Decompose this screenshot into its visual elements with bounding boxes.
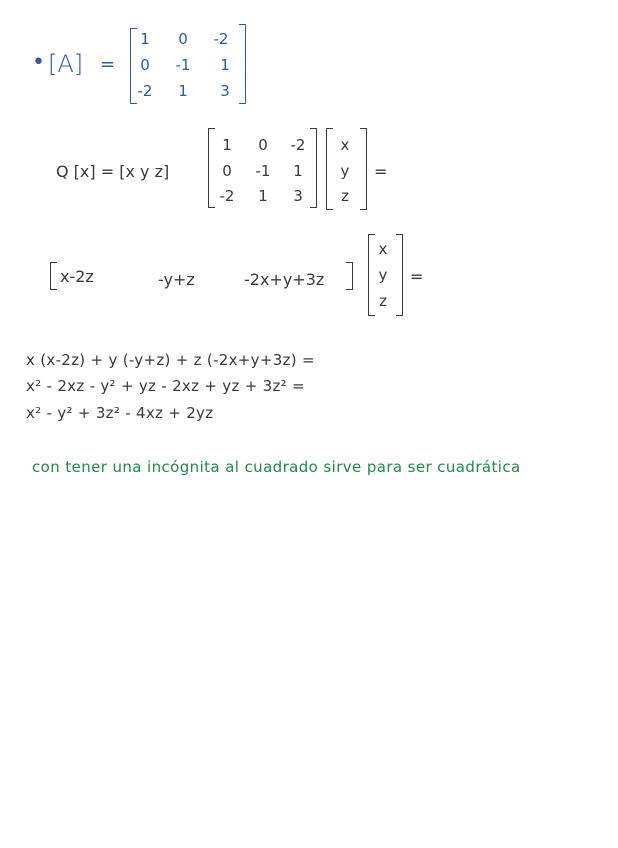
expansion-line-2: x² - 2xz - y² + yz - 2xz + yz + 3z² = <box>26 377 305 395</box>
matrix-cell: -1 <box>175 56 191 74</box>
vector-cell: x <box>340 136 350 154</box>
vector-cell: y <box>340 162 350 180</box>
equals-sign: = <box>374 162 388 181</box>
equals-sign: = <box>410 267 424 286</box>
matrix-cell: 0 <box>178 30 188 48</box>
matrix-cell: 0 <box>222 162 232 180</box>
equals-sign: = <box>100 54 116 75</box>
row-right-bracket <box>346 262 353 290</box>
vector-cell: z <box>379 292 387 310</box>
matrix-cell: 0 <box>140 56 150 74</box>
row-entry: -y+z <box>158 270 195 289</box>
matrix-cell: -2 <box>213 30 229 48</box>
quadratic-form-lhs: Q [x] = [x y z] <box>56 162 170 181</box>
bullet: • <box>32 50 45 75</box>
conclusion-note: con tener una incógnita al cuadrado sirve para ser cuadrática <box>32 458 521 476</box>
matrix-cell: 1 <box>258 187 268 205</box>
matrix-label-A: [A] <box>48 50 84 78</box>
row-entry: -2x+y+3z <box>244 270 325 289</box>
vector-cell: y <box>378 266 388 284</box>
expansion-line-1: x (x-2z) + y (-y+z) + z (-2x+y+3z) = <box>26 351 315 369</box>
vector-cell: z <box>341 187 349 205</box>
matrix-cell: 1 <box>293 162 303 180</box>
matrix-cell: 1 <box>220 56 230 74</box>
matrix-cell: -2 <box>290 136 306 154</box>
expansion-line-3: x² - y² + 3z² - 4xz + 2yz <box>26 404 214 422</box>
matrix-right-bracket <box>239 24 246 104</box>
matrix-cell: 1 <box>178 82 188 100</box>
matrix-cell: 3 <box>293 187 303 205</box>
matrix-cell: 3 <box>220 82 230 100</box>
row-entry: x-2z <box>60 267 94 286</box>
matrix-cell: -1 <box>255 162 271 180</box>
row-left-bracket <box>50 262 57 290</box>
matrix-cell: -2 <box>137 82 153 100</box>
vector-right-bracket <box>360 128 367 210</box>
matrix-cell: 0 <box>258 136 268 154</box>
matrix-cell: 1 <box>222 136 232 154</box>
vector-cell: x <box>378 240 388 258</box>
matrix-cell: 1 <box>140 30 150 48</box>
matrix-cell: -2 <box>219 187 235 205</box>
